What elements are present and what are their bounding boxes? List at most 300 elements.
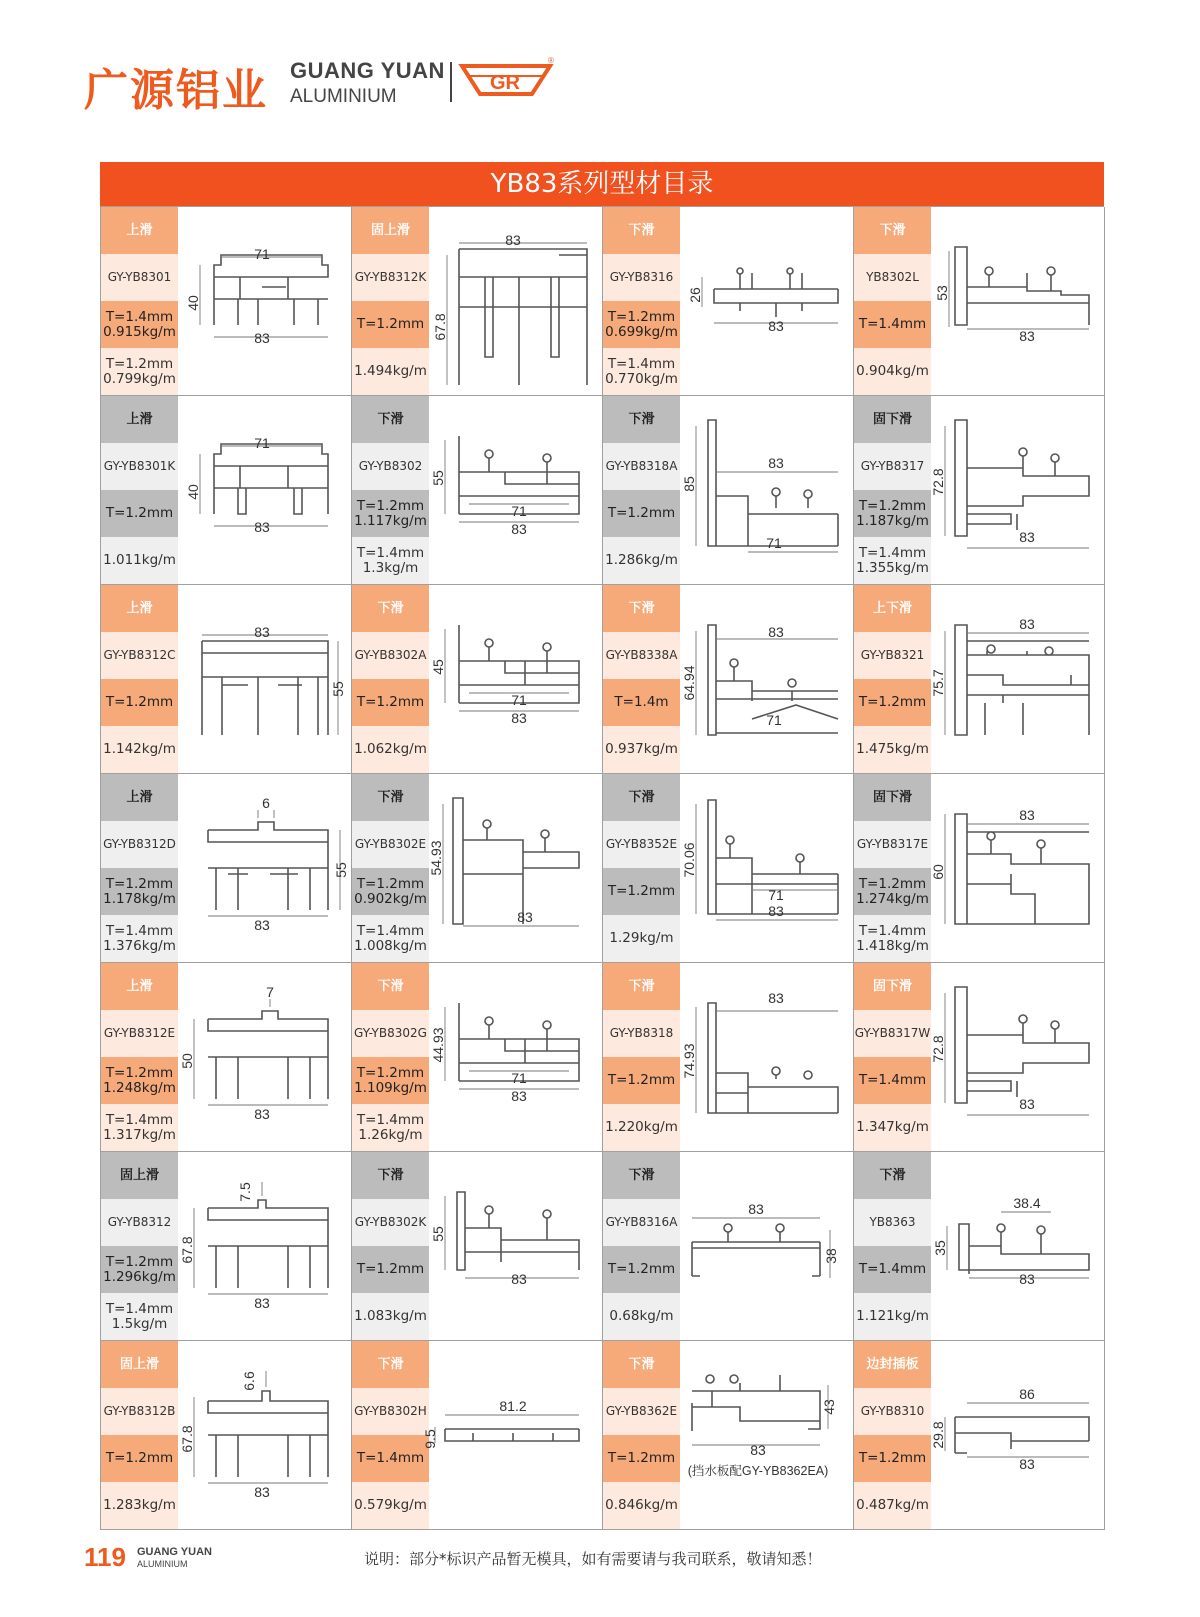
profile-drawing — [931, 963, 1105, 1152]
profile-spec-secondary: 1.142kg/m — [101, 726, 178, 773]
profile-spec-secondary: 0.846kg/m — [603, 1482, 680, 1529]
profile-spec-secondary: 1.283kg/m — [101, 1482, 178, 1529]
profile-bead — [543, 643, 551, 651]
profile-cell — [854, 396, 1105, 585]
profile-cell — [352, 585, 603, 774]
page-number: 119 — [84, 1542, 126, 1572]
profile-outline — [955, 420, 1089, 536]
dimension-label: 83 — [768, 455, 784, 471]
profile-spec-secondary: T=1.4mm 1.376kg/m — [101, 915, 178, 962]
footer-brand: GUANG YUAN — [137, 1546, 212, 1558]
profile-code: YB8363 — [854, 1199, 931, 1246]
profile-spec-secondary: T=1.4mm 1.008kg/m — [352, 915, 429, 962]
profile-bead — [485, 639, 493, 647]
dimension-label: 71 — [254, 435, 270, 451]
profile-bead — [788, 679, 796, 687]
profile-drawing — [429, 774, 603, 963]
profile-section-diagram — [680, 774, 854, 963]
profile-code: GY-YB8312B — [101, 1388, 178, 1435]
profile-cell — [854, 963, 1105, 1152]
profile-category: 下滑 — [603, 207, 680, 254]
profile-cell — [854, 585, 1105, 774]
profile-spec-secondary: 1.29kg/m — [603, 915, 680, 962]
dimension-label: 71 — [254, 246, 270, 262]
profile-info — [854, 1341, 931, 1529]
profile-category: 上滑 — [101, 396, 178, 443]
dimension-label: 83 — [511, 521, 527, 537]
profile-outline — [955, 987, 1089, 1103]
profile-spec-secondary: 1.347kg/m — [854, 1104, 931, 1151]
dimension-label: 67.8 — [179, 1425, 195, 1453]
dimension-label: 44.93 — [430, 1027, 446, 1063]
dimension-label: 83 — [254, 624, 270, 640]
profile-bead — [543, 1210, 551, 1218]
profile-section-diagram — [680, 396, 854, 585]
profile-info — [854, 963, 931, 1151]
profile-spec-secondary: T=1.4mm 0.770kg/m — [603, 348, 680, 395]
profile-code: GY-YB8317 — [854, 443, 931, 490]
profile-info — [854, 1152, 931, 1340]
profile-drawing — [931, 396, 1105, 585]
dimension-label: 38 — [823, 1248, 839, 1264]
profile-code: GY-YB8362E — [603, 1388, 680, 1435]
profile-bead — [1037, 840, 1045, 848]
dimension-label: 83 — [1019, 1271, 1035, 1287]
profile-outline — [459, 249, 587, 385]
profile-spec-primary: T=1.2mm 0.699kg/m — [603, 301, 680, 348]
profile-category: 固上滑 — [101, 1152, 178, 1199]
profile-bead — [543, 1021, 551, 1029]
profile-cell — [854, 1341, 1105, 1530]
profile-outline — [708, 420, 838, 546]
profile-category: 下滑 — [854, 1152, 931, 1199]
profile-section-diagram — [931, 963, 1105, 1152]
brand-name-en: GUANG YUAN — [290, 58, 445, 83]
profile-section-diagram — [429, 1152, 603, 1341]
profile-code: GY-YB8302G — [352, 1010, 429, 1057]
dimension-label: 71 — [511, 503, 527, 519]
profile-spec-primary: T=1.2mm — [603, 490, 680, 537]
brand-divider — [450, 62, 452, 102]
profile-spec-primary: T=1.2mm 1.178kg/m — [101, 868, 178, 915]
dimension-label: 83 — [254, 1484, 270, 1500]
profile-spec-secondary: 1.220kg/m — [603, 1104, 680, 1151]
profile-bead — [804, 1071, 812, 1079]
dimension-label: (挡水板配GY-YB8362EA) — [687, 1464, 829, 1478]
profile-spec-primary: T=1.2mm — [603, 868, 680, 915]
profile-spec-secondary: 1.121kg/m — [854, 1293, 931, 1340]
profile-outline — [208, 1011, 328, 1099]
profile-drawing — [931, 1152, 1105, 1341]
profile-code: GY-YB8316 — [603, 254, 680, 301]
profile-grid — [100, 206, 1104, 1530]
profile-drawing — [680, 774, 854, 963]
profile-outline — [240, 466, 288, 488]
profile-outline — [708, 1003, 838, 1113]
dimension-label: 71 — [511, 1070, 527, 1086]
dimension-label: 71 — [766, 712, 782, 728]
profile-drawing — [429, 585, 603, 774]
profile-cell — [352, 963, 603, 1152]
profile-spec-primary: T=1.2mm 1.109kg/m — [352, 1057, 429, 1104]
profile-category: 上滑 — [101, 585, 178, 632]
profile-bead — [485, 1017, 493, 1025]
profile-spec-primary: T=1.2mm — [101, 1435, 178, 1482]
dimension-label: 83 — [750, 1442, 766, 1458]
dimension-label: 55 — [430, 470, 446, 486]
profile-outline — [445, 1429, 579, 1441]
profile-code: GY-YB8302H — [352, 1388, 429, 1435]
profile-section-diagram — [429, 963, 603, 1152]
brand-header — [84, 48, 604, 118]
profile-category: 上滑 — [101, 963, 178, 1010]
profile-outline — [457, 1192, 579, 1270]
profile-code: GY-YB8318A — [603, 443, 680, 490]
profile-cell — [603, 396, 854, 585]
profile-spec-primary: T=1.2mm — [101, 679, 178, 726]
profile-info — [101, 396, 178, 584]
dimension-label: 43 — [821, 1399, 837, 1415]
brand-logo-icon — [458, 54, 558, 110]
profile-info — [854, 396, 931, 584]
profile-info — [352, 963, 429, 1151]
dimension-label: 67.8 — [179, 1236, 195, 1264]
profile-cell — [101, 774, 352, 963]
profile-spec-primary: T=1.2mm 1.248kg/m — [101, 1057, 178, 1104]
profile-bead — [997, 1224, 1005, 1232]
dimension-label: 83 — [1019, 616, 1035, 632]
profile-code: YB8302L — [854, 254, 931, 301]
dimension-label: 72.8 — [930, 468, 946, 496]
profile-spec-primary: T=1.2mm 1.187kg/m — [854, 490, 931, 537]
profile-category: 下滑 — [854, 207, 931, 254]
profile-spec-primary: T=1.4mm — [854, 1246, 931, 1293]
dimension-label: 29.8 — [930, 1421, 946, 1449]
profile-cell — [603, 1152, 854, 1341]
profile-bead — [543, 454, 551, 462]
profile-spec-primary: T=1.2mm 1.296kg/m — [101, 1246, 178, 1293]
dimension-label: 83 — [1019, 529, 1035, 545]
profile-cell — [603, 963, 854, 1152]
profile-category: 下滑 — [352, 774, 429, 821]
profile-category: 下滑 — [352, 396, 429, 443]
profile-outline — [955, 625, 1089, 735]
profile-bead — [737, 268, 743, 274]
profile-bead — [776, 1224, 784, 1232]
profile-category: 下滑 — [603, 585, 680, 632]
profile-category: 固下滑 — [854, 963, 931, 1010]
profile-drawing — [931, 1341, 1105, 1530]
profile-code: GY-YB8338A — [603, 632, 680, 679]
dimension-label: 83 — [254, 519, 270, 535]
profile-outline — [214, 444, 328, 514]
profile-code: GY-YB8312 — [101, 1199, 178, 1246]
profile-drawing — [178, 1152, 352, 1341]
profile-section-diagram — [931, 774, 1105, 963]
profile-code: GY-YB8312E — [101, 1010, 178, 1057]
profile-outline — [955, 1417, 1089, 1453]
profile-info — [854, 774, 931, 962]
profile-cell — [101, 1341, 352, 1530]
profile-info — [101, 774, 178, 962]
dimension-label: 40 — [185, 484, 201, 500]
profile-bead — [1051, 1021, 1059, 1029]
profile-section-diagram — [931, 1341, 1105, 1530]
dimension-label: 83 — [254, 1295, 270, 1311]
profile-bead — [985, 267, 993, 275]
profile-category: 下滑 — [603, 963, 680, 1010]
dimension-label: 26 — [687, 287, 703, 303]
profile-spec-secondary: T=1.4mm 1.26kg/m — [352, 1104, 429, 1151]
profile-cell — [854, 207, 1105, 396]
dimension-label: 55 — [333, 862, 349, 878]
profile-bead — [1051, 454, 1059, 462]
profile-category: 下滑 — [352, 585, 429, 632]
page-footer — [84, 1542, 1104, 1582]
catalog-table — [100, 162, 1104, 1530]
dimension-label: 83 — [1019, 328, 1035, 344]
profile-spec-secondary: 0.487kg/m — [854, 1482, 931, 1529]
profile-spec-primary: T=1.2mm 0.902kg/m — [352, 868, 429, 915]
profile-bead — [1037, 1226, 1045, 1234]
profile-bead — [1045, 647, 1053, 655]
profile-bead — [772, 488, 780, 496]
dimension-label: 83 — [511, 1271, 527, 1287]
dimension-line — [258, 810, 274, 818]
dimension-label: 54.93 — [428, 840, 444, 876]
profile-bead — [485, 1206, 493, 1214]
profile-cell — [352, 774, 603, 963]
dimension-label: 83 — [511, 1088, 527, 1104]
profile-bead — [726, 836, 734, 844]
profile-drawing — [680, 1341, 854, 1530]
catalog-title: YB83系列型材目录 — [100, 162, 1104, 206]
dimension-label: 67.8 — [432, 313, 448, 341]
profile-category: 固上滑 — [101, 1341, 178, 1388]
profile-drawing — [931, 207, 1105, 396]
profile-drawing — [178, 207, 352, 396]
profile-spec-secondary: T=1.4mm 1.418kg/m — [854, 915, 931, 962]
profile-cell — [101, 963, 352, 1152]
dimension-label: 83 — [748, 1201, 764, 1217]
profile-drawing — [931, 585, 1105, 774]
profile-bead — [485, 450, 493, 458]
profile-code: GY-YB8312K — [352, 254, 429, 301]
profile-spec-primary: T=1.4mm — [352, 1435, 429, 1482]
profile-outline — [208, 822, 328, 910]
dimension-label: 71 — [766, 535, 782, 551]
brand-name-cn: 广源铝业 — [84, 65, 268, 116]
profile-outline — [955, 247, 1089, 325]
profile-category: 下滑 — [352, 1152, 429, 1199]
dimension-label: 81.2 — [499, 1398, 527, 1414]
profile-section-diagram — [931, 207, 1105, 396]
profile-cell — [603, 585, 854, 774]
profile-info — [352, 774, 429, 962]
dimension-label: 83 — [768, 990, 784, 1006]
profile-spec-secondary: T=1.4mm 1.317kg/m — [101, 1104, 178, 1151]
profile-code: GY-YB8301 — [101, 254, 178, 301]
dimension-label: 71 — [511, 692, 527, 708]
profile-cell — [854, 1152, 1105, 1341]
dimension-label: 40 — [185, 295, 201, 311]
profile-outline — [714, 273, 838, 317]
profile-info — [101, 207, 178, 395]
profile-category: 下滑 — [603, 396, 680, 443]
dimension-label: 83 — [768, 903, 784, 919]
dimension-label: 83 — [768, 318, 784, 334]
profile-outline — [959, 1224, 1089, 1274]
dimension-label: 83 — [1019, 1456, 1035, 1472]
profile-spec-secondary: 1.286kg/m — [603, 537, 680, 584]
profile-info — [101, 1152, 178, 1340]
profile-spec-primary: T=1.2mm — [352, 1246, 429, 1293]
profile-code: GY-YB8312C — [101, 632, 178, 679]
profile-code: GY-YB8352E — [603, 821, 680, 868]
brand-logo-text: GR — [490, 72, 520, 94]
profile-info — [854, 585, 931, 773]
profile-info — [603, 396, 680, 584]
profile-bead — [730, 659, 738, 667]
profile-spec-secondary: 0.579kg/m — [352, 1482, 429, 1529]
profile-spec-secondary: 0.937kg/m — [603, 726, 680, 773]
dimension-label: 50 — [179, 1053, 195, 1069]
profile-info — [854, 207, 931, 395]
dimension-label: 53 — [934, 285, 950, 301]
dimension-label: 83 — [511, 710, 527, 726]
profile-info — [101, 963, 178, 1151]
profile-info — [603, 207, 680, 395]
dimension-label: 7 — [266, 984, 274, 1000]
profile-spec-secondary: T=1.4mm 1.3kg/m — [352, 537, 429, 584]
profile-code: GY-YB8317E — [854, 821, 931, 868]
dimension-label: 72.8 — [930, 1035, 946, 1063]
profile-section-diagram — [422, 1341, 603, 1530]
profile-bead — [804, 490, 812, 498]
profile-bead — [1047, 267, 1055, 275]
profile-bead — [796, 854, 804, 862]
profile-bead — [1019, 1015, 1027, 1023]
profile-spec-secondary: T=1.4mm 1.5kg/m — [101, 1293, 178, 1340]
profile-section-diagram — [680, 1341, 854, 1530]
profile-cell — [101, 1152, 352, 1341]
profile-drawing — [680, 396, 854, 585]
profile-section-diagram — [178, 1152, 352, 1341]
profile-spec-secondary: 0.68kg/m — [603, 1293, 680, 1340]
profile-outline — [240, 277, 288, 299]
profile-section-diagram — [680, 207, 854, 396]
dimension-label: 83 — [505, 232, 521, 248]
profile-code: GY-YB8318 — [603, 1010, 680, 1057]
profile-category: 上滑 — [101, 774, 178, 821]
profile-category: 下滑 — [603, 774, 680, 821]
profile-cell — [352, 1152, 603, 1341]
profile-drawing — [429, 963, 603, 1152]
profile-code: GY-YB8312D — [101, 821, 178, 868]
profile-code: GY-YB8302E — [352, 821, 429, 868]
profile-bead — [772, 1067, 780, 1075]
profile-cell — [101, 207, 352, 396]
profile-spec-secondary: 1.083kg/m — [352, 1293, 429, 1340]
dimension-label: 85 — [681, 476, 697, 492]
dimension-label: 7.5 — [237, 1182, 253, 1202]
profile-info — [603, 963, 680, 1151]
profile-section-diagram — [178, 774, 352, 963]
profile-drawing — [178, 1341, 352, 1530]
profile-spec-primary: T=1.4mm — [854, 1057, 931, 1104]
profile-category: 下滑 — [603, 1341, 680, 1388]
profile-section-diagram — [429, 774, 603, 963]
profile-bead — [724, 1224, 732, 1232]
profile-spec-primary: T=1.2mm — [352, 679, 429, 726]
profile-drawing — [178, 774, 352, 963]
dimension-label: 70.06 — [681, 842, 697, 878]
profile-spec-primary: T=1.2mm — [854, 1435, 931, 1482]
profile-cell — [603, 774, 854, 963]
profile-spec-secondary: 1.011kg/m — [101, 537, 178, 584]
profile-category: 下滑 — [352, 1341, 429, 1388]
profile-section-diagram — [178, 1341, 352, 1530]
profile-cell — [352, 207, 603, 396]
profile-info — [603, 1341, 680, 1529]
profile-spec-secondary: 1.494kg/m — [352, 348, 429, 395]
footer-note: 说明：部分*标识产品暂无模具，如有需要请与我司联系，敬请知悉！ — [364, 1550, 822, 1568]
profile-spec-primary: T=1.2mm 1.274kg/m — [854, 868, 931, 915]
profile-section-diagram — [931, 1152, 1105, 1341]
profile-cell — [603, 207, 854, 396]
profile-section-diagram — [429, 207, 603, 396]
profile-info — [352, 207, 429, 395]
dimension-label: 45 — [430, 659, 446, 675]
profile-outline — [955, 814, 1089, 924]
dimension-label: 83 — [768, 624, 784, 640]
profile-spec-primary: T=1.4mm — [854, 301, 931, 348]
profile-drawing — [178, 396, 352, 585]
profile-outline — [214, 255, 328, 325]
dimension-label: 83 — [517, 909, 533, 925]
profile-code: GY-YB8302K — [352, 1199, 429, 1246]
profile-outline — [692, 1232, 820, 1276]
profile-cell — [101, 585, 352, 774]
dimension-label: 75.7 — [930, 669, 946, 697]
profile-spec-primary: T=1.4mm 0.915kg/m — [101, 301, 178, 348]
profile-category: 下滑 — [603, 1152, 680, 1199]
profile-info — [101, 1341, 178, 1529]
dimension-label: 9.5 — [422, 1429, 438, 1449]
dimension-label: 55 — [330, 681, 346, 697]
profile-outline — [202, 641, 328, 735]
profile-drawing — [931, 774, 1105, 963]
profile-cell — [603, 1341, 854, 1530]
profile-code: GY-YB8316A — [603, 1199, 680, 1246]
profile-spec-primary: T=1.2mm — [854, 679, 931, 726]
profile-section-diagram — [680, 1152, 854, 1341]
profile-drawing — [680, 585, 854, 774]
profile-drawing — [680, 963, 854, 1152]
dimension-label: 86 — [1019, 1386, 1035, 1402]
profile-cell — [854, 774, 1105, 963]
profile-section-diagram — [680, 585, 854, 774]
dimension-label: 35 — [932, 1240, 948, 1256]
profile-category: 上下滑 — [854, 585, 931, 632]
registered-mark: ® — [548, 56, 554, 65]
profile-bead — [987, 832, 995, 840]
profile-drawing — [178, 963, 352, 1152]
profile-category: 上滑 — [101, 207, 178, 254]
profile-bead — [787, 268, 793, 274]
dimension-label: 6 — [262, 795, 270, 811]
profile-outline — [208, 1200, 328, 1288]
